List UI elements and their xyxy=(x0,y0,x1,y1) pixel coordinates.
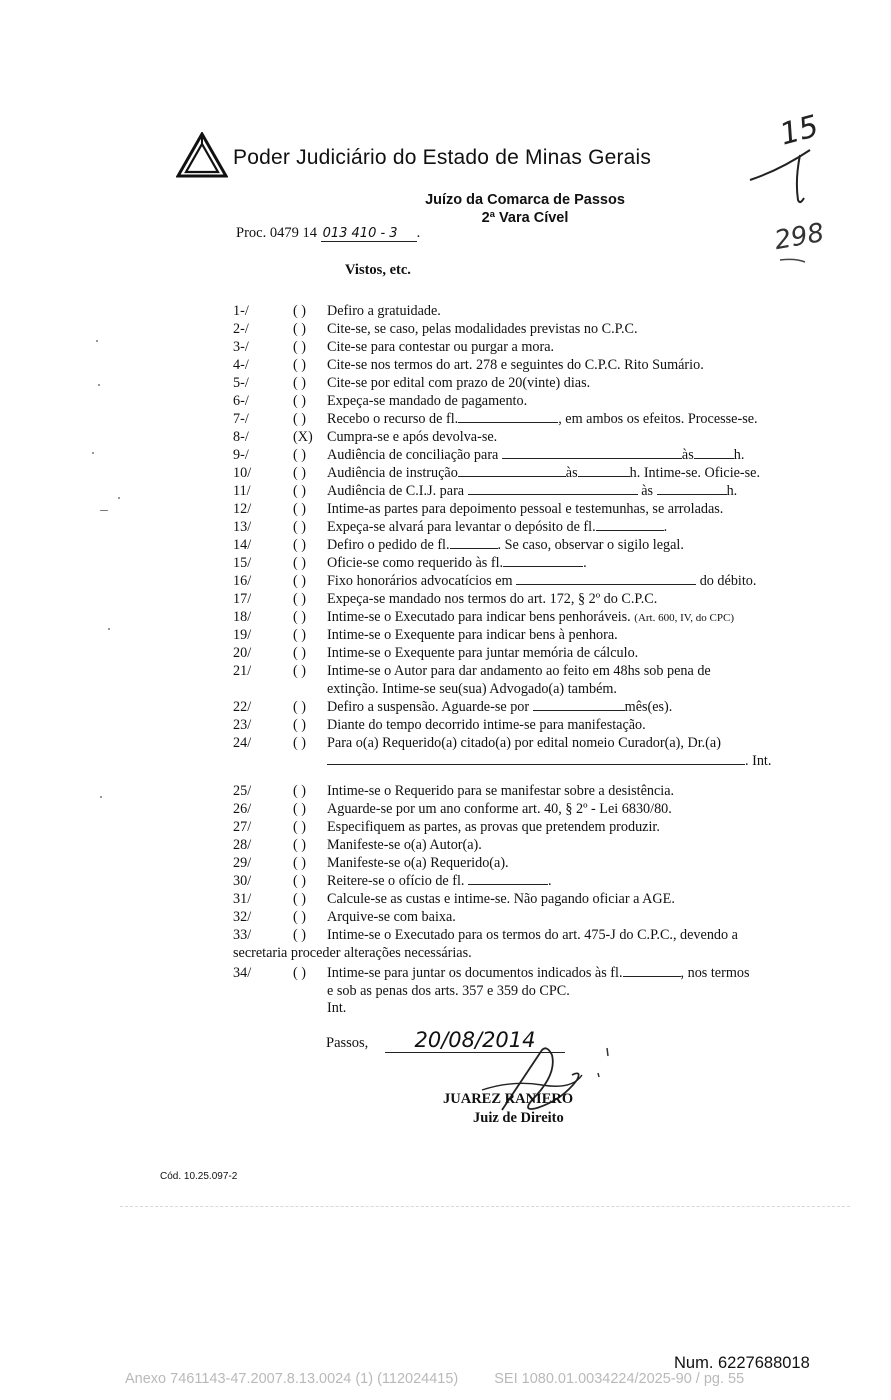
checkbox: ( ) xyxy=(293,783,306,799)
scan-speck xyxy=(98,384,100,386)
vistos-heading: Vistos, etc. xyxy=(345,262,411,278)
checkbox: ( ) xyxy=(293,501,306,517)
checkbox: ( ) xyxy=(293,663,306,679)
scan-speck xyxy=(92,452,94,454)
checkbox: ( ) xyxy=(293,537,306,553)
handwritten-page-marks xyxy=(740,100,850,270)
court-subtitle xyxy=(370,191,680,227)
handwritten-top-number: 15 xyxy=(776,108,823,153)
checkbox: ( ) xyxy=(293,375,306,391)
checkbox: ( ) xyxy=(293,909,306,925)
checkbox: ( ) xyxy=(293,303,306,319)
juizo-name: Juízo da Comarca de Passos xyxy=(425,192,625,208)
scan-speck xyxy=(100,510,108,511)
triangle-logo-icon xyxy=(176,132,228,178)
handwritten-page-number: 298 xyxy=(772,217,827,257)
checkbox: ( ) xyxy=(293,965,306,981)
checkbox: ( ) xyxy=(293,819,306,835)
proc-handwritten: 013 410 - 3 xyxy=(321,226,417,242)
checkbox: ( ) xyxy=(293,339,306,355)
judge-block xyxy=(443,1090,573,1128)
judge-role: Juiz de Direito xyxy=(473,1110,564,1126)
checkbox: ( ) xyxy=(293,645,306,661)
proc-suffix: . xyxy=(416,225,421,241)
scan-speck xyxy=(108,628,110,630)
vara-name: 2ª Vara Cível xyxy=(481,210,569,226)
checkbox: ( ) xyxy=(293,411,306,427)
checkbox: ( ) xyxy=(293,591,306,607)
checkbox: ( ) xyxy=(293,873,306,889)
checkbox: ( ) xyxy=(293,735,306,751)
checkbox: ( ) xyxy=(293,717,306,733)
checkbox: ( ) xyxy=(293,837,306,853)
annex-reference: Anexo 7461143-47.2007.8.13.0024 (1) (112024415) xyxy=(125,1371,459,1387)
checkbox: ( ) xyxy=(293,927,306,943)
checkbox-checked: (X) xyxy=(293,429,313,445)
document-number: Num. 6227688018 xyxy=(674,1354,810,1372)
scan-speck xyxy=(100,796,102,798)
scan-divider xyxy=(120,1206,850,1208)
checkbox: ( ) xyxy=(293,555,306,571)
scan-speck xyxy=(118,497,120,499)
handwritten-date: 20/08/2014 xyxy=(385,1028,565,1053)
process-number xyxy=(236,225,420,242)
checkbox: ( ) xyxy=(293,891,306,907)
checkbox: ( ) xyxy=(293,609,306,625)
scan-speck xyxy=(96,340,98,342)
checkbox: ( ) xyxy=(293,519,306,535)
checkbox: ( ) xyxy=(293,801,306,817)
checkbox: ( ) xyxy=(293,357,306,373)
checkbox: ( ) xyxy=(293,321,306,337)
checkbox: ( ) xyxy=(293,483,306,499)
checkbox: ( ) xyxy=(293,627,306,643)
proc-label: Proc. 0479 14 xyxy=(236,225,317,241)
judge-name: JUAREZ RANIERO xyxy=(443,1091,574,1107)
checkbox: ( ) xyxy=(293,855,306,871)
int-text: Int. xyxy=(327,1000,347,1016)
checkbox: ( ) xyxy=(293,699,306,715)
checkbox: ( ) xyxy=(293,573,306,589)
checkbox: ( ) xyxy=(293,393,306,409)
footer-annex xyxy=(125,1371,744,1387)
place-label: Passos, xyxy=(326,1035,369,1051)
form-code: Cód. 10.25.097-2 xyxy=(160,1171,238,1182)
checkbox: ( ) xyxy=(293,465,306,481)
checkbox: ( ) xyxy=(293,447,306,463)
sei-reference: SEI 1080.01.0034224/2025-90 / pg. 55 xyxy=(494,1371,745,1387)
court-title: Poder Judiciário do Estado de Minas Gerais xyxy=(233,146,652,169)
